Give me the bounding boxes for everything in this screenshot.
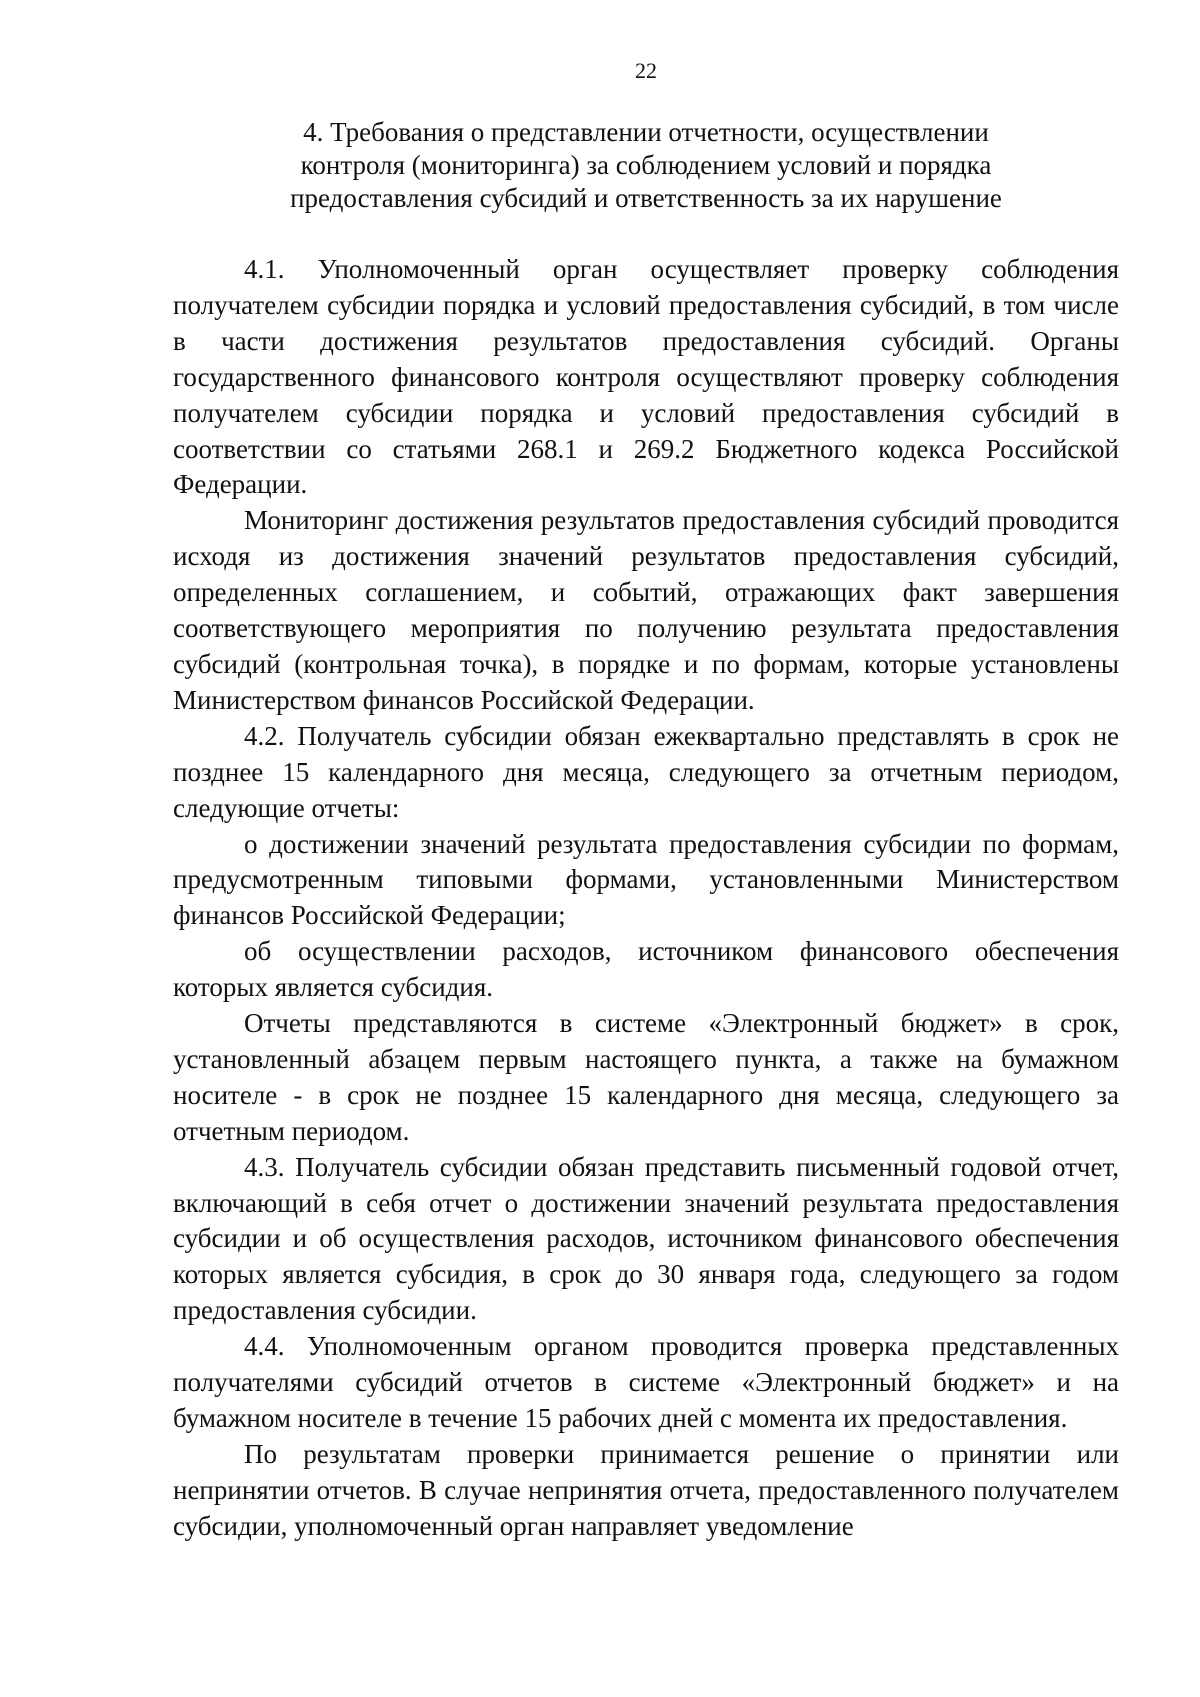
- section-heading-line-2: контроля (мониторинга) за соблюдением условий и порядка: [300, 150, 992, 180]
- paragraph-4-3: 4.3. Получатель субсидии обязан представить письменный годовой отчет, включающий в себя отчет о достижении значений результата предоставления субсидии и об осуществления расходов, источником финансового обеспечения которых является субсидия, в срок до 30 января года, следующего за годом предоставления субсидии.: [173, 1151, 1119, 1326]
- document-page: [173, 0, 1119, 1697]
- paragraph-report-results: о достижении значений результата предоставления субсидии по формам, предусмотренным типовыми формами, установленными Министерством финансов Российской Федерации;: [173, 828, 1119, 931]
- paragraph-4-1: 4.1. Уполномоченный орган осуществляет проверку соблюдения получателем субсидии порядка и условий предоставления субсидий, в том числе в части достижения результатов предоставления субсидий. Органы государственного финансового контроля осуществляют проверку соблюдения получателем субсидии порядка и условий предоставления субсидий в соответствии со статьями 268.1 и 269.2 Бюджетного кодекса Российской Федерации.: [173, 254, 1119, 500]
- paragraph-4-2: 4.2. Получатель субсидии обязан ежеквартально представлять в срок не позднее 15 календарного дня месяца, следующего за отчетным периодом, следующие отчеты:: [173, 720, 1119, 823]
- paragraph-reports-submission: Отчеты представляются в системе «Электронный бюджет» в срок, установленный абзацем первым настоящего пункта, а также на бумажном носителе - в срок не позднее 15 календарного дня месяца, следующего за отчетным периодом.: [173, 1008, 1119, 1146]
- paragraph-monitoring: Мониторинг достижения результатов предоставления субсидий проводится исходя из достижения значений результатов предоставления субсидий, определенных соглашением, и событий, отражающих факт завершения соответствующего мероприятия по получению результата предоставления субсидий (контрольная точка), в порядке и по формам, которые установлены Министерством финансов Российской Федерации.: [173, 505, 1119, 715]
- page-number: 22: [635, 58, 657, 83]
- section-heading: [173, 116, 1119, 215]
- paragraph-review-results: По результатам проверки принимается решение о принятии или непринятии отчетов. В случае непринятия отчета, предоставленного получателем субсидии, уполномоченный орган направляет уведомление: [173, 1438, 1119, 1541]
- paragraph-report-expenses: об осуществлении расходов, источником финансового обеспечения которых является субсидия.: [173, 936, 1119, 1003]
- body-text: [173, 252, 1119, 1545]
- section-heading-line-1: 4. Требования о представлении отчетности, осуществлении: [303, 117, 989, 147]
- section-heading-line-3: предоставления субсидий и ответственность за их нарушение: [290, 183, 1002, 213]
- paragraph-4-4: 4.4. Уполномоченным органом проводится проверка представленных получателями субсидий отчетов в системе «Электронный бюджет» и на бумажном носителе в течение 15 рабочих дней с момента их предоставления.: [173, 1331, 1119, 1433]
